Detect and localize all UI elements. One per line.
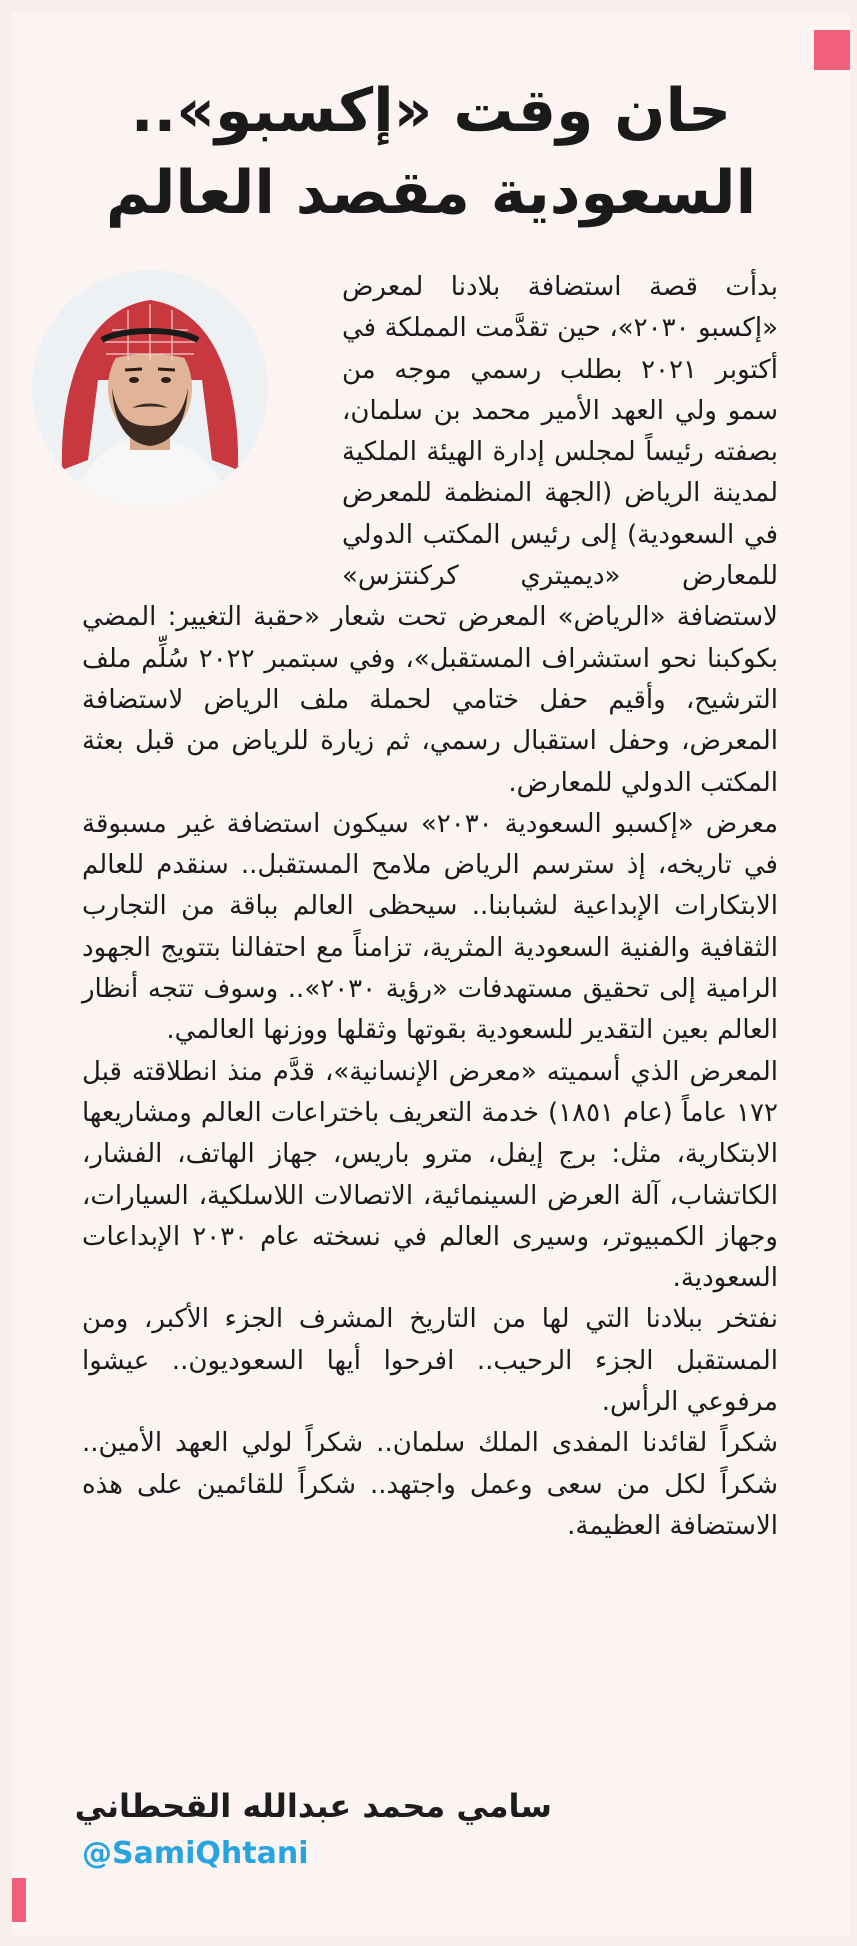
photo-wrap-spacer <box>82 267 342 557</box>
headline-line-1: حان وقت «إكسبو».. <box>130 76 732 146</box>
article-body <box>82 267 778 1547</box>
author-name: سامي محمد عبدالله القحطاني <box>74 1787 552 1825</box>
author-twitter-handle[interactable]: @SamiQhtani <box>82 1836 309 1871</box>
article-paragraph: المعرض الذي أسميته «معرض الإنسانية»، قدَّم منذ انطلاقته قبل ١٧٢ عاماً (عام ١٨٥١) خدمة التعريف باختراعات العالم ومشاريعها الابتكارية، مثل: برج إيفل، مترو باريس، جهاز الهاتف، الفشار، الكاتشاب، آلة العرض السينمائية، الاتصالات اللاسلكية، السيارات، وجهاز الكمبيوتر، وسيرى العالم في نسخته عام ٢٠٣٠ الإبداعات السعودية. <box>82 1056 778 1294</box>
article-paragraph: معرض «إكسبو السعودية ٢٠٣٠» سيكون استضافة غير مسبوقة في تاريخه، إذ سترسم الرياض ملامح المستقبل.. سنقدم للعالم الابتكارات الإبداعية لشبابنا.. سيحظى العالم بباقة من التجارب الثقافية والفنية السعودية المثرية، تزامناً مع احتفالنا بتتويج الجهود الرامية إلى تحقيق مستهدفات «رؤية ٢٠٣٠».. وسوف تتجه أنظار العالم بعين التقدير للسعودية بقوتها وثقلها ووزنها العالمي. <box>82 808 778 1046</box>
accent-bar-bottom <box>12 1878 26 1922</box>
newspaper-column <box>12 12 850 1936</box>
accent-bar-top <box>814 30 850 70</box>
article-paragraph: بدأت قصة استضافة بلادنا لمعرض «إكسبو ٢٠٣٠»، حين تقدَّمت المملكة في أكتوبر ٢٠٢١ بطلب رسمي موجه من سمو ولي العهد الأمير محمد بن سلمان، بصفته رئيساً لمجلس إدارة الهيئة الملكية لمدينة الرياض (الجهة المنظمة للمعرض في السعودية) إلى رئيس المكتب الدولي للمعارض «ديميتري كركنتزس» لاستضافة «الرياض» المعرض تحت شعار «حقبة التغيير: المضي بكوكبنا نحو استشراف المستقبل»، وفي سبتمبر ٢٠٢٢ سُلِّم ملف الترشيح، وأقيم حفل ختامي لحملة ملف الرياض لاستضافة المعرض، وحفل استقبال رسمي، ثم زيارة للرياض من قبل بعثة المكتب الدولي للمعارض. <box>82 272 778 798</box>
headline <box>72 70 790 234</box>
article-paragraph: شكراً لقائدنا المفدى الملك سلمان.. شكراً لولي العهد الأمين.. شكراً لكل من سعى وعمل واجتهد.. شكراً للقائمين على هذه الاستضافة العظيمة. <box>82 1428 778 1541</box>
article-paragraph: نفتخر ببلادنا التي لها من التاريخ المشرف الجزء الأكبر، ومن المستقبل الجزء الرحيب.. افرحوا أيها السعوديون.. عيشوا مرفوعي الرأس. <box>82 1304 778 1418</box>
headline-line-2: السعودية مقصد العالم <box>105 158 757 228</box>
